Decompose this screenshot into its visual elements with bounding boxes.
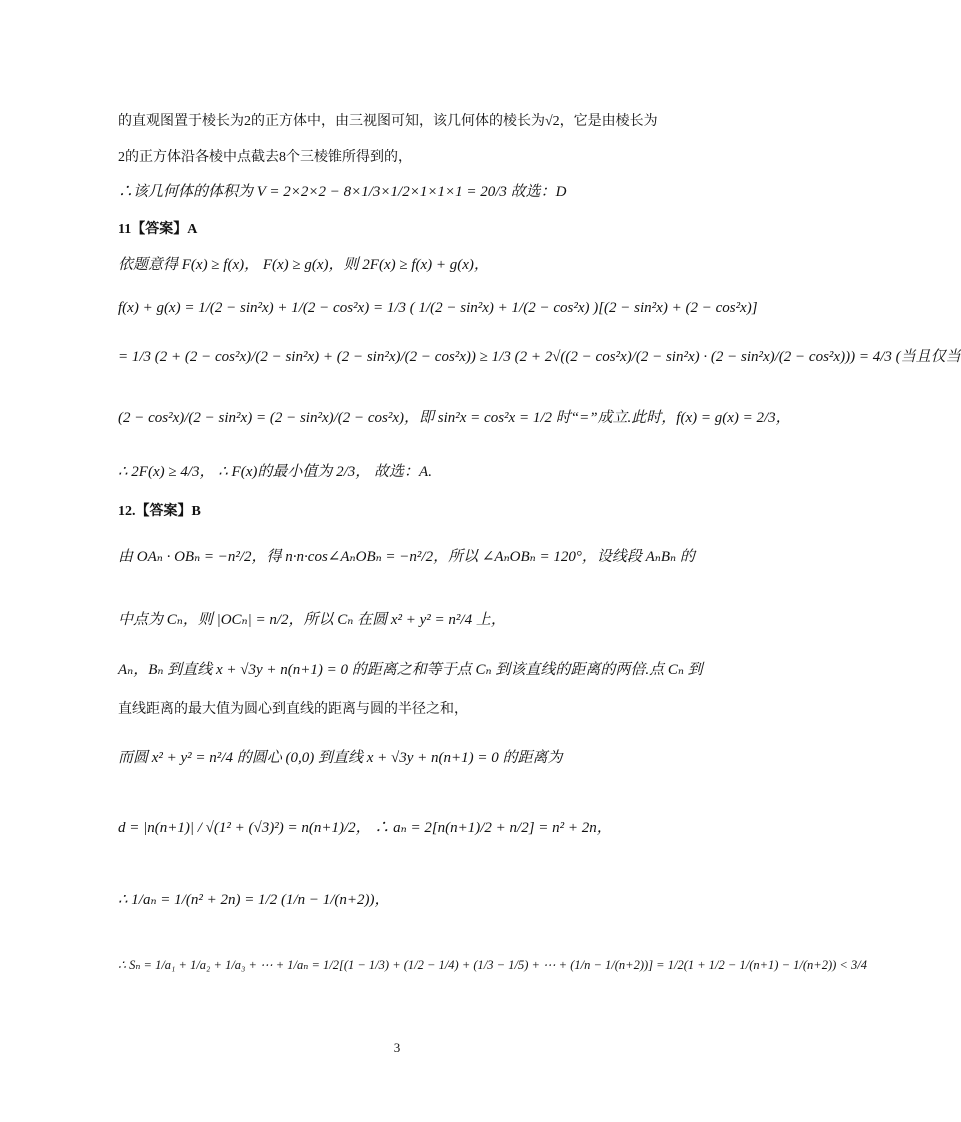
- formula-line-18: ∴ Sₙ = 1/a₁ + 1/a₂ + 1/a₃ + ⋯ + 1/aₙ = 1/2[(1 − 1/3) + (1/2 − 1/4) + (1/3 − 1/5) + ⋯ + (1/n − 1/(n+2))] = 1/2(1 + 1/2 − 1/(n+1) − 1/(n+2)) < 3/4: [118, 958, 867, 972]
- text-line-14: 直线距离的最大值为圆心到直线的距离与圆的半径之和，: [118, 702, 468, 717]
- page-number: 3: [393, 1040, 401, 1055]
- formula-line-9: ∴ 2F(x) ≥ 4/3， ∴ F(x)的最小值为 2/3， 故选：A.: [118, 464, 432, 480]
- answer-heading-12: 12.【答案】B: [118, 504, 201, 519]
- text-line-13: Aₙ，Bₙ 到直线 x + √3y + n(n+1) = 0 的距离之和等于点 Cₙ 到该直线的距离的两倍.点 Cₙ 到: [118, 662, 703, 678]
- answer-heading-11: 11【答案】A: [118, 222, 198, 237]
- formula-line-12: 中点为 Cₙ，则 |OCₙ| = n/2，所以 Cₙ 在圆 x² + y² = n²/4 上，: [118, 612, 506, 628]
- formula-line-16: d = |n(n+1)| / √(1² + (√3)²) = n(n+1)/2， ∴ aₙ = 2[n(n+1)/2 + n/2] = n² + 2n，: [118, 820, 612, 836]
- formula-line-17: ∴ 1/aₙ = 1/(n² + 2n) = 1/2 (1/n − 1/(n+2))，: [118, 892, 390, 908]
- formula-line-15: 而圆 x² + y² = n²/4 的圆心 (0,0) 到直线 x + √3y + n(n+1) = 0 的距离为: [118, 750, 563, 766]
- volume-formula-line: ∴该几何体的体积为 V = 2×2×2 − 8×1/3×1/2×1×1×1 = 20/3 故选：D: [118, 184, 567, 200]
- text-line-1: 的直观图置于棱长为2的正方体中，由三视图可知，该几何体的棱长为√2，它是由棱长为: [118, 114, 658, 129]
- formula-line-8: (2 − cos²x)/(2 − sin²x) = (2 − sin²x)/(2 − cos²x)，即 sin²x = cos²x = 1/2 时“=”成立.此时，f(x) = g(x) = 2/3，: [118, 410, 791, 426]
- formula-line-11: 由 OAₙ · OBₙ = −n²/2，得 n·n·cos∠AₙOBₙ = −n²/2，所以 ∠AₙOBₙ = 120°，设线段 AₙBₙ 的: [118, 549, 695, 565]
- text-line-2: 2的正方体沿各棱中点截去8个三棱锥所得到的，: [118, 150, 412, 165]
- text-line-5: 依题意得 F(x) ≥ f(x)， F(x) ≥ g(x)，则 2F(x) ≥ f(x) + g(x)，: [118, 257, 489, 273]
- formula-line-6: f(x) + g(x) = 1/(2 − sin²x) + 1/(2 − cos²x) = 1/3 ( 1/(2 − sin²x) + 1/(2 − cos²x) )[(2 − sin²x) + (2 − cos²x)]: [118, 300, 758, 316]
- formula-line-7: = 1/3 (2 + (2 − cos²x)/(2 − sin²x) + (2 − sin²x)/(2 − cos²x)) ≥ 1/3 (2 + 2√((2 − cos²x)/(2 − sin²x) · (2 − sin²x)/(2 − cos²x))) = 4/3 (当且仅当: [118, 349, 961, 365]
